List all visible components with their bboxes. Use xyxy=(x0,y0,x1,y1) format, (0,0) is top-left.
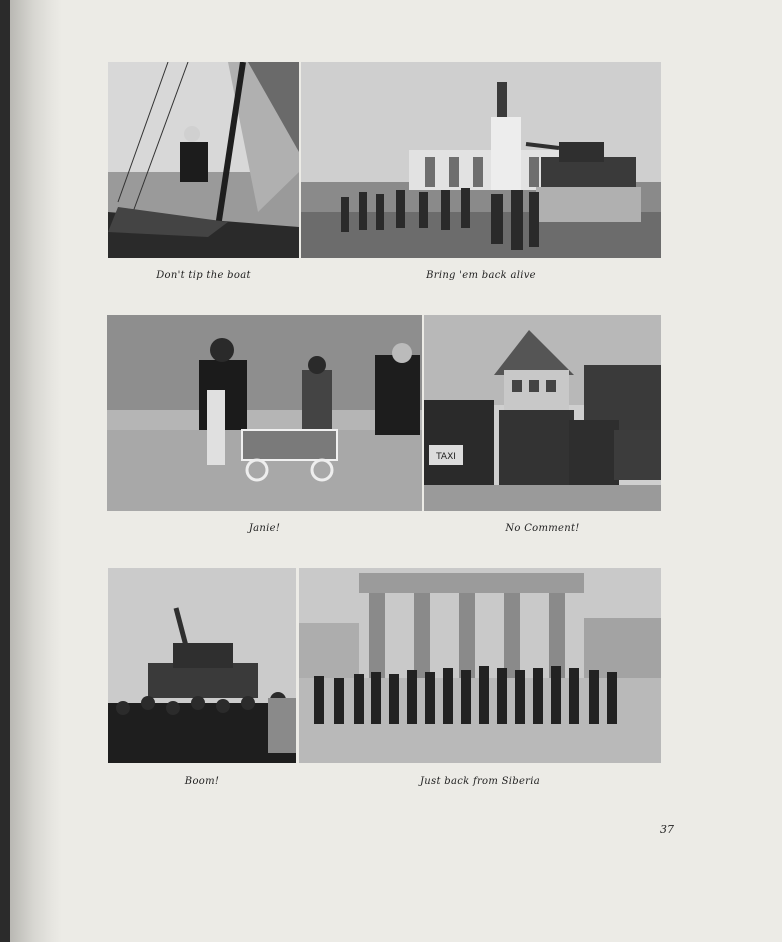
caption-trucks: No Comment! xyxy=(505,523,580,534)
truck-sign-text: TAXI xyxy=(436,452,456,462)
photo-gate xyxy=(299,568,661,763)
book-spine-shadow xyxy=(10,0,62,942)
caption-memorial: Bring 'em back alive xyxy=(426,270,536,281)
page-number: 37 xyxy=(660,823,674,836)
caption-stroller: Janie! xyxy=(248,523,281,534)
photo-trucks xyxy=(424,315,661,511)
photo-memorial xyxy=(301,62,661,258)
caption-gate: Just back from Siberia xyxy=(419,776,541,787)
book-page xyxy=(10,0,782,942)
photo-tank xyxy=(108,568,296,763)
caption-sailboat: Don't tip the boat xyxy=(156,270,251,281)
caption-tank: Boom! xyxy=(184,776,220,787)
photo-sailboat xyxy=(108,62,299,258)
photo-stroller xyxy=(107,315,422,511)
